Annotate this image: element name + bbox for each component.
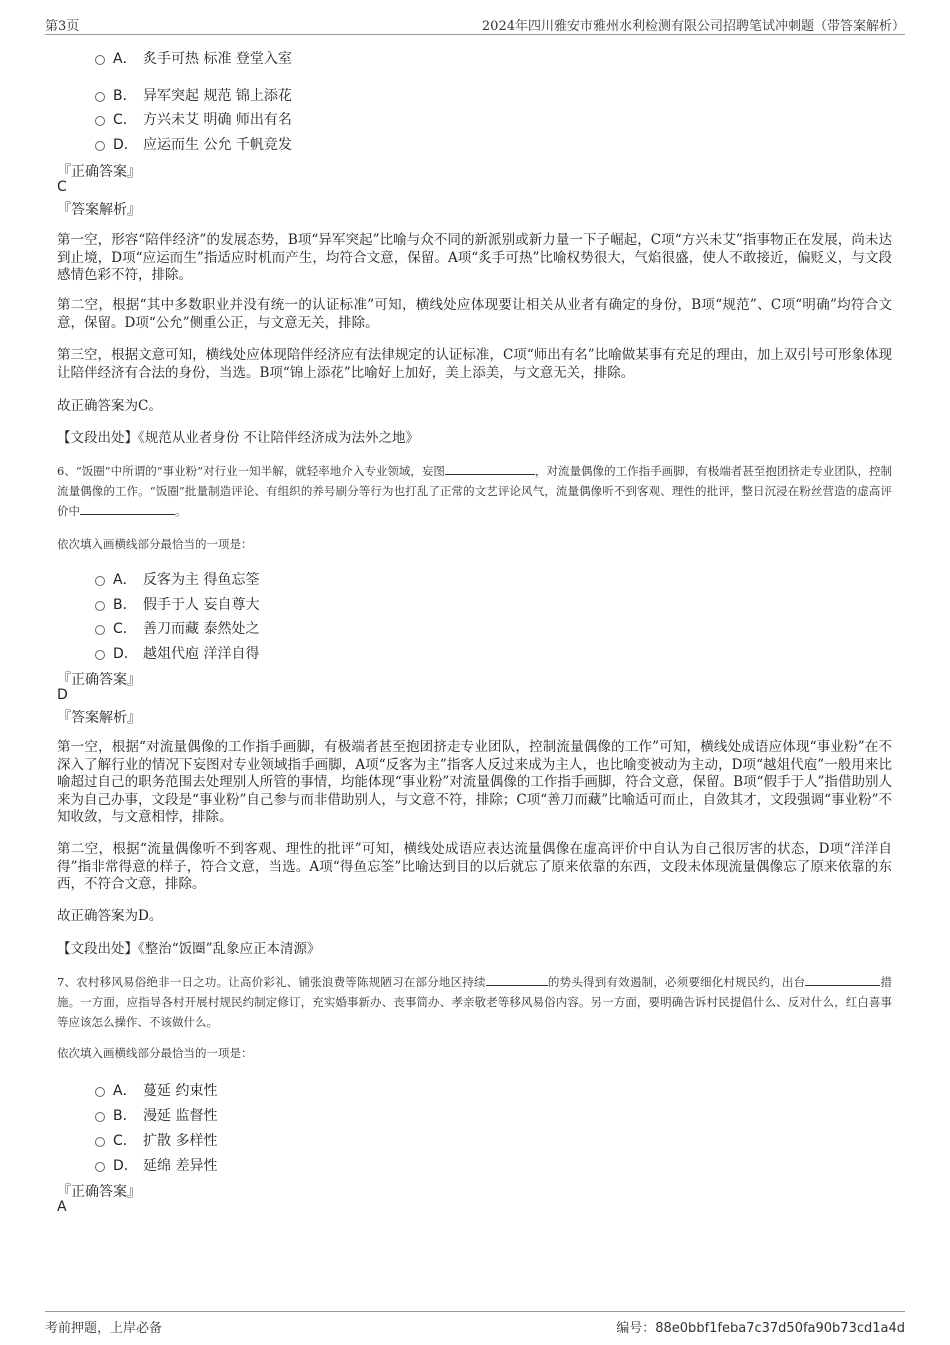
document-code: 编号：88e0bbf1feba7c37d50fa90b73cd1a4d (616, 1321, 905, 1336)
blank-line (445, 462, 535, 475)
q5-source: 【文段出处】《规范从业者身份 不让陪伴经济成为法外之地》 (57, 430, 420, 446)
footer-slogan: 考前押题，上岸必备 (45, 1321, 163, 1336)
q6-analysis-2: 第二空，根据“流量偶像听不到客观、理性的批评”可知，横线处成语应表达流量偶像在虚高评价中自认为自己很厉害的状态，D项“洋洋自得”指非常得意的样子，符合文意，当选。A项“得鱼忘筌”比喻达到目的以后就忘了原来依靠的东西，文段未体现流量偶像忘了原来依靠的东西，不符合文意，排除。 (57, 841, 892, 892)
page-header (45, 14, 905, 35)
blank-line (805, 973, 880, 986)
q6-source: 【文段出处】《整治“饭圈”乱象应正本清源》 (57, 941, 321, 957)
radio-icon[interactable] (95, 601, 105, 611)
q6-analysis-1: 第一空，根据“对流量偶像的工作指手画脚，有极端者甚至抱团挤走专业团队，控制流量偶像的工作”可知，横线处成语应体现“事业粉”在不深入了解行业的情况下妄图对专业领域指手画脚，A项“反客为主”指客人反过来成为主人，也比喻变被动为主动，D项“越俎代庖”一般用来比喻超过自己的职务范围去处理别人所管的事情，均能体现“事业粉”对流量偶像的工作指手画脚，符合文意，保留。B项“假手于人”指借助别人来为自己办事，文段是“事业粉”自己参与而非借助别人，与文意不符，排除；C项“善刀而藏”比喻适可而止，自敛其才，文段强调“事业粉”不知收敛，与文意相悖，排除。 (57, 739, 892, 825)
q7-answer-label: 『正确答案』 (57, 1184, 141, 1200)
q5-analysis-1: 第一空，形容“陪伴经济”的发展态势，B项“异军突起”比喻与众不同的新派别或新力量一下子崛起，C项“方兴未艾”指事物正在发展，尚未达到止境，D项“应运而生”指适应时机而产生，均符合文意，保留。A项“炙手可热”比喻权势很大，气焰很盛，使人不敢接近，偏贬义，与文段感情色彩不符，排除。 (57, 232, 892, 283)
q5-analysis-2: 第二空，根据“其中多数职业并没有统一的认证标准”可知，横线处应体现要让相关从业者有确定的身份，B项“规范”、C项“明确”均符合文意，保留。D项“公允”侧重公正，与文意无关，排除。 (57, 297, 892, 331)
radio-icon[interactable] (95, 116, 105, 126)
q6-answer-label: 『正确答案』 (57, 672, 141, 688)
radio-icon[interactable] (95, 1137, 105, 1147)
q5-option-d[interactable]: D． 应运而生 公允 千帆竞发 (95, 134, 292, 154)
q6-option-c[interactable]: C． 善刀而藏 泰然处之 (95, 618, 259, 638)
document-title: 2024年四川雅安市雅州水利检测有限公司招聘笔试冲刺题（带答案解析） (481, 19, 905, 34)
radio-icon[interactable] (95, 141, 105, 151)
q5-option-c[interactable]: C． 方兴未艾 明确 师出有名 (95, 109, 292, 129)
blank-line (80, 502, 175, 515)
q7-answer: A (57, 1199, 67, 1215)
radio-icon[interactable] (95, 1112, 105, 1122)
radio-icon[interactable] (95, 1162, 105, 1172)
radio-icon[interactable] (95, 55, 105, 65)
q5-option-b[interactable]: B． 异军突起 规范 锦上添花 (95, 85, 292, 105)
q6-prompt: 依次填入画横线部分最恰当的一项是： (57, 537, 253, 551)
q6-stem: 6、“饭圈”中所谓的“事业粉”对行业一知半解，就轻率地介入专业领域，妄图 ，对流量偶像的工作指手画脚，有极端者甚至抱团挤走专业团队，控制流量偶像的工作。“饭圈”批量制造评论、有组织的养号刷分等行为也打乱了正常的文艺评论风气，流量偶像听不到客观、理性的批评，整日沉浸在粉丝营造的虚高评价中 。 (57, 464, 892, 518)
q5-conclusion: 故正确答案为C。 (57, 398, 162, 414)
radio-icon[interactable] (95, 92, 105, 102)
q5-analysis-3: 第三空，根据文意可知，横线处应体现陪伴经济应有法律规定的认证标准，C项“师出有名”比喻做某事有充足的理由，加上双引号可形象体现让陪伴经济有合法的身份，当选。B项“锦上添花”比喻好上加好，美上添美，与文意无关，排除。 (57, 347, 892, 381)
blank-line (486, 973, 548, 986)
q5-answer: C (57, 179, 67, 195)
q7-option-b[interactable]: B． 漫延 监督性 (95, 1105, 217, 1125)
q7-option-c[interactable]: C． 扩散 多样性 (95, 1130, 217, 1150)
q6-conclusion: 故正确答案为D。 (57, 908, 163, 924)
q6-option-a[interactable]: A． 反客为主 得鱼忘筌 (95, 569, 259, 589)
q5-option-a[interactable]: A． 炙手可热 标准 登堂入室 (95, 48, 292, 68)
q7-option-d[interactable]: D． 延绵 差异性 (95, 1155, 217, 1175)
page-footer (45, 1311, 905, 1338)
page-number: 第3页 (45, 19, 80, 34)
radio-icon[interactable] (95, 576, 105, 586)
q7-prompt: 依次填入画横线部分最恰当的一项是： (57, 1046, 253, 1060)
q5-answer-label: 『正确答案』 (57, 164, 141, 180)
q6-analysis-label: 『答案解析』 (57, 710, 141, 726)
radio-icon[interactable] (95, 650, 105, 660)
q7-stem: 7、农村移风易俗绝非一日之功。让高价彩礼、铺张浪费等陈规陋习在部分地区持续 的势头得到有效遏制，必须要细化村规民约，出台 措施。一方面，应指导各村开展村规民约制定修订，充实婚事新办、丧事简办、孝亲敬老等移风易俗内容。另一方面，要明确告诉村民提倡什么、反对什么，红白喜事等应该怎么操作、不该做什么。 (57, 975, 893, 1029)
q7-option-a[interactable]: A． 蔓延 约束性 (95, 1080, 217, 1100)
q6-option-b[interactable]: B． 假手于人 妄自尊大 (95, 594, 259, 614)
q6-option-d[interactable]: D． 越俎代庖 洋洋自得 (95, 643, 259, 663)
q6-answer: D (57, 687, 68, 703)
radio-icon[interactable] (95, 1087, 105, 1097)
q5-analysis-label: 『答案解析』 (57, 202, 141, 218)
radio-icon[interactable] (95, 625, 105, 635)
